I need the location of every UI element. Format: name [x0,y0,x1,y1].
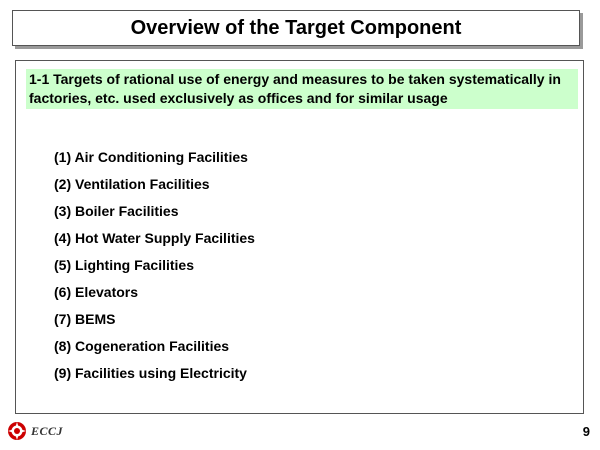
list-item: (5) Lighting Facilities [54,257,195,273]
list-item: (3) Boiler Facilities [54,203,179,219]
list-item: (4) Hot Water Supply Facilities [54,230,255,246]
list-item: (6) Elevators [54,284,139,300]
list-item: (8) Cogeneration Facilities [54,338,230,354]
title-box [12,10,580,46]
footer-logo [7,421,63,441]
list-item: (9) Facilities using Electricity [54,365,247,381]
logo-text: ECCJ [31,423,64,438]
eccj-logo-icon [7,421,27,441]
section-heading: 1-1 Targets of rational use of energy and measures to be taken systematically in factories, etc. used exclusively as offices and for similar usage [26,69,578,109]
content-box [15,60,584,414]
list-item: (1) Air Conditioning Facilities [54,149,248,165]
page-number: 9 [582,424,590,439]
slide-title: Overview of the Target Component [130,16,462,39]
list-item: (7) BEMS [54,311,116,327]
list-item: (2) Ventilation Facilities [54,176,210,192]
facility-list [54,147,255,390]
